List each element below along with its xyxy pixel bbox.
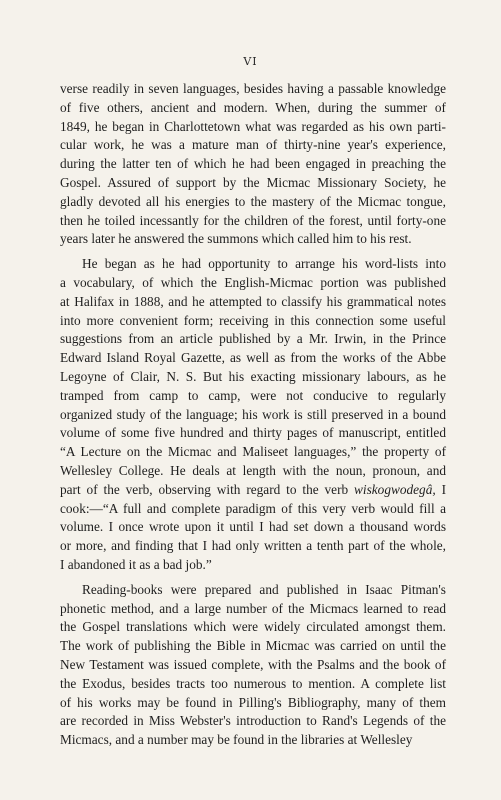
text-line: Reading-books were prepared and published in Isaac Pitman's <box>82 581 446 597</box>
text-line: Wellesley College. He deals at length with the noun, pronoun, and <box>60 462 446 478</box>
text-line: The work of publishing the Bible in Micmac was carried on until the <box>60 638 446 654</box>
text-line: a vocabulary, of which the English-Micmac portion was published <box>60 274 446 290</box>
paragraph <box>60 581 446 750</box>
text-line: “A Lecture on the Micmac and Maliseet languages,” the property of <box>60 444 446 460</box>
text-line: are recorded in Miss Webster's introduction to Rand's Legends of the <box>60 713 446 729</box>
text-line: the Gospel translations which were widely circulated amongst them. <box>60 619 446 635</box>
text-line: years later he answered the summons which called him to his rest. <box>60 231 412 247</box>
text-line: of five others, ancient and modern. When, during the summer of <box>60 99 446 115</box>
text-line: of his works may be found in Pilling's Bibliography, many of them <box>60 694 446 710</box>
paragraph <box>60 80 446 249</box>
text-line: then he toiled incessantly for the children of the forest, until forty-one <box>60 212 446 228</box>
text-line: New Testament was issued complete, with the Psalms and the book of <box>60 656 446 672</box>
text-line: the Exodus, besides tracts too numerous to mention. A complete list <box>60 675 446 691</box>
text-line: suggestions from an article published by a Mr. Irwin, in the Prince <box>60 331 446 347</box>
text-line: Edward Island Royal Gazette, as well as from the works of the Abbe <box>60 350 446 366</box>
text-line: volume. I once wrote upon it until I had set down a thousand words <box>60 519 446 535</box>
text-line: cook:—“A full and complete paradigm of this very verb would fill a <box>60 500 446 516</box>
text-line: He began as he had opportunity to arrange his word-lists into <box>82 256 446 272</box>
italic-word: wiskogwodegâ, <box>354 481 436 497</box>
text-line: or more, and finding that I had only written a tenth part of the whole, <box>60 538 446 554</box>
text-line: organized study of the language; his work is still preserved in a bound <box>60 406 446 422</box>
text-line: I abandoned it as a bad job.” <box>60 556 212 572</box>
paragraph <box>60 255 446 575</box>
text-line: 1849, he began in Charlottetown what was regarded as his own parti- <box>60 118 446 134</box>
text-line: Gospel. Assured of support by the Micmac Missionary Society, he <box>60 174 446 190</box>
text-line: during the latter ten of which he had been engaged in preaching the <box>60 156 446 172</box>
text-line: tramped from camp to camp, were not conducive to regularly <box>60 387 446 403</box>
text-line: phonetic method, and a large number of the Micmacs learned to read <box>60 600 446 616</box>
text-line: part of the verb, observing with regard to the verb wiskogwodegâ, I <box>60 481 446 497</box>
text-line: into more convenient form; receiving in this connection some useful <box>60 312 446 328</box>
text-line: gladly devoted all his energies to the mastery of the Micmac tongue, <box>60 193 446 209</box>
page-number: VI <box>243 55 258 68</box>
text-line: Legoyne of Clair, N. S. But his exacting missionary labours, as he <box>60 368 446 384</box>
text-line: at Halifax in 1888, and he attempted to classify his grammatical notes <box>60 293 446 309</box>
text-line: Micmacs, and a number may be found in the libraries at Wellesley <box>60 732 413 748</box>
body-text <box>60 80 446 750</box>
text-line: volume of some five hundred and thirty pages of manuscript, entitled <box>60 425 446 441</box>
italic-suffix: I <box>435 481 446 497</box>
text-line: verse readily in seven languages, besides having a passable knowledge <box>60 81 446 96</box>
text-line: cular work, he was a mature man of thirty-nine year's experience, <box>60 137 446 153</box>
